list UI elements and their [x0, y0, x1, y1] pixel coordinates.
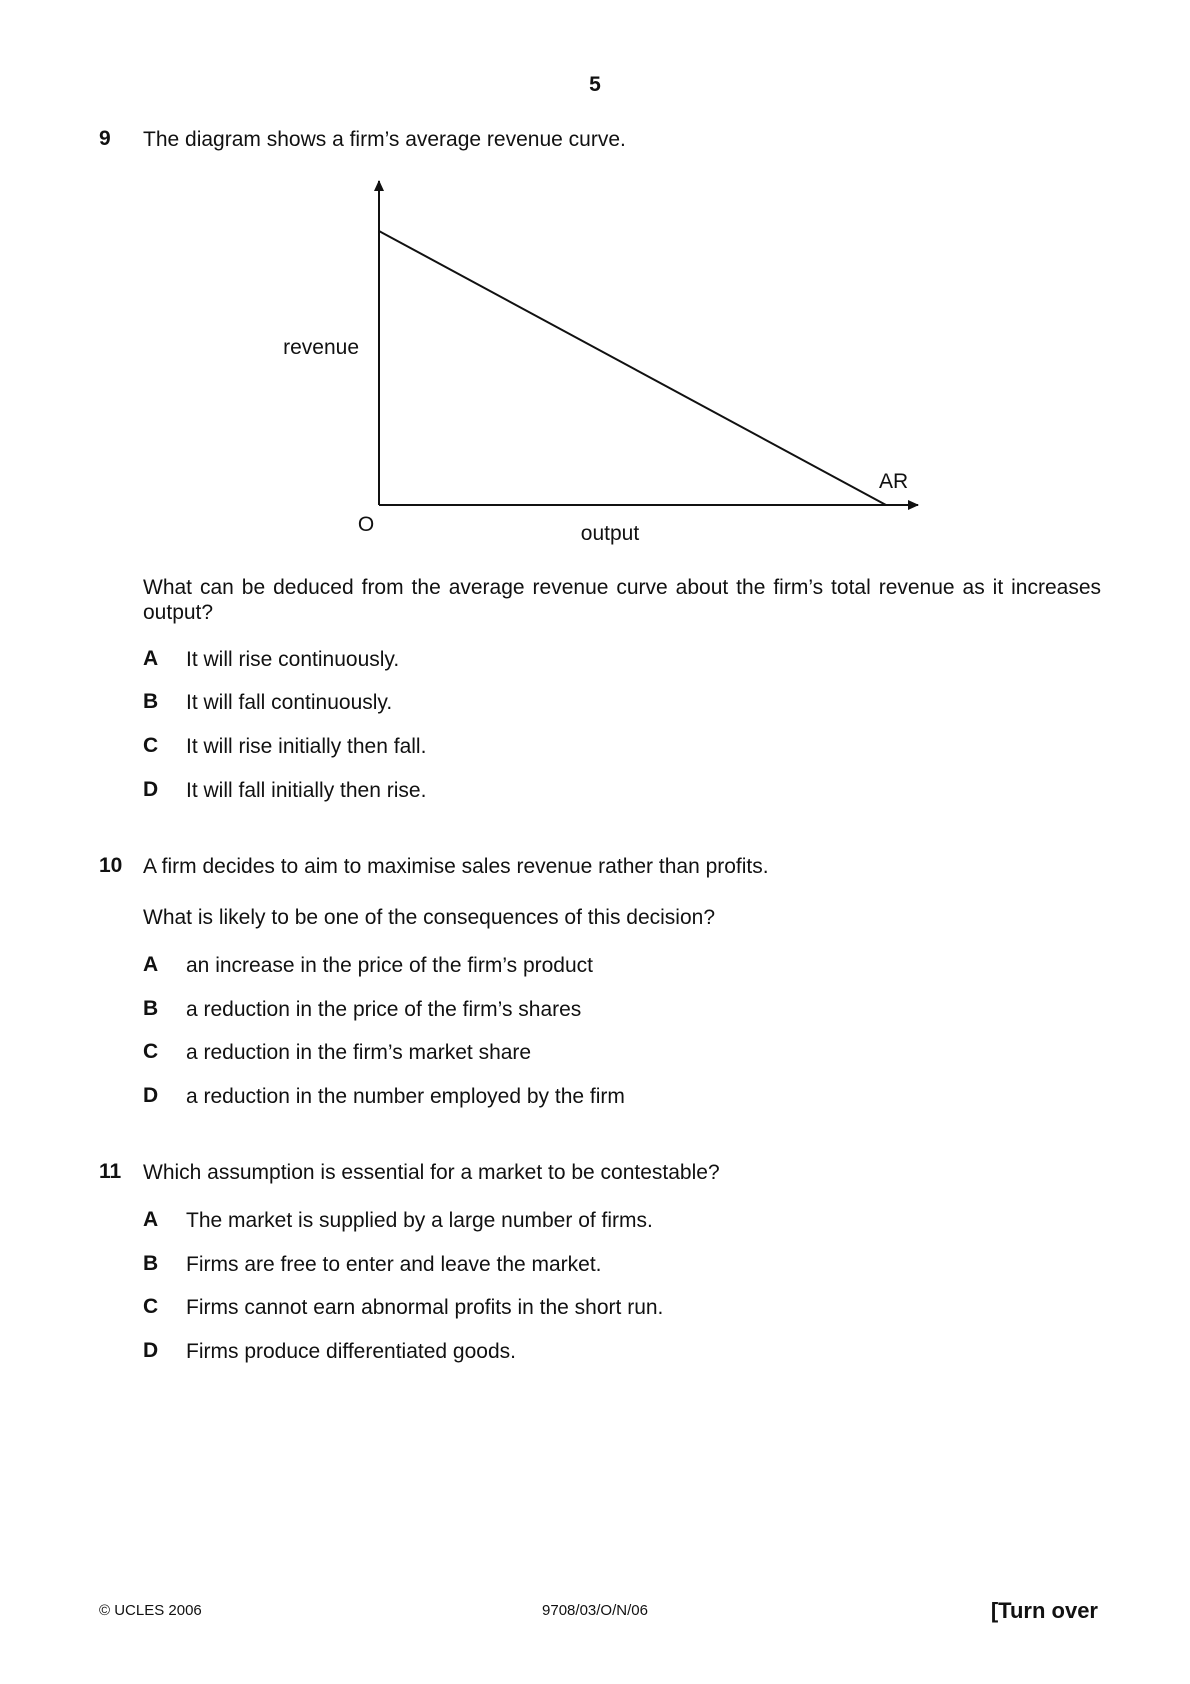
- question-11-option-text: Firms are free to enter and leave the market.: [186, 1253, 602, 1276]
- question-11-option-text: Firms produce differentiated goods.: [186, 1340, 516, 1363]
- question-10-prompt: What is likely to be one of the consequences of this decision?: [143, 906, 716, 929]
- ar-curve-label: AR: [879, 470, 909, 493]
- question-9-prompt: What can be deduced from the average revenue curve about the firm’s total revenue as it increases output?: [143, 576, 1101, 624]
- footer-code: 9708/03/O/N/06: [542, 1602, 648, 1619]
- question-11-option-text: The market is supplied by a large number of firms.: [186, 1209, 653, 1232]
- x-axis-label: output: [580, 522, 640, 545]
- turn-over: [Turn over: [990, 1598, 1098, 1623]
- question-11-option-letter: C: [143, 1295, 159, 1318]
- question-11-option-letter: A: [143, 1208, 159, 1231]
- question-9-stem: The diagram shows a firm’s average revenue curve.: [143, 128, 626, 151]
- question-9-option-letter: C: [143, 734, 159, 757]
- ar-curve: [379, 231, 886, 505]
- question-10-option-letter: B: [143, 997, 159, 1020]
- question-10-option-text: a reduction in the firm’s market share: [186, 1041, 532, 1064]
- question-10-option-letter: A: [143, 953, 159, 976]
- question-9-option-text: It will rise continuously.: [186, 648, 400, 671]
- question-9-option-letter: D: [143, 778, 159, 801]
- question-9-option-text: It will fall initially then rise.: [186, 779, 427, 802]
- question-11-option-text: Firms cannot earn abnormal profits in the short run.: [186, 1296, 664, 1319]
- question-9-option-letter: A: [143, 647, 159, 670]
- question-10-option-text: an increase in the price of the firm’s product: [186, 954, 593, 977]
- question-10-option-text: a reduction in the price of the firm’s shares: [186, 998, 582, 1021]
- question-9-number: 9: [99, 127, 111, 150]
- question-10-option-text: a reduction in the number employed by the firm: [186, 1085, 625, 1108]
- question-10-option-letter: C: [143, 1040, 159, 1063]
- question-11-number: 11: [99, 1160, 122, 1183]
- question-10-number: 10: [99, 854, 123, 877]
- average-revenue-diagram: [0, 0, 1190, 560]
- question-11-option-letter: D: [143, 1339, 159, 1362]
- origin-label: O: [357, 513, 375, 536]
- question-9-option-letter: B: [143, 690, 159, 713]
- question-9-option-text: It will fall continuously.: [186, 691, 393, 714]
- y-axis-label: revenue: [283, 336, 359, 359]
- question-11-option-letter: B: [143, 1252, 159, 1275]
- page-number: 5: [589, 73, 601, 96]
- question-10-option-letter: D: [143, 1084, 159, 1107]
- question-10-stem: A firm decides to aim to maximise sales revenue rather than profits.: [143, 855, 769, 878]
- question-9-option-text: It will rise initially then fall.: [186, 735, 427, 758]
- question-11-stem: Which assumption is essential for a market to be contestable?: [143, 1161, 720, 1184]
- footer-copyright: © UCLES 2006: [99, 1602, 202, 1619]
